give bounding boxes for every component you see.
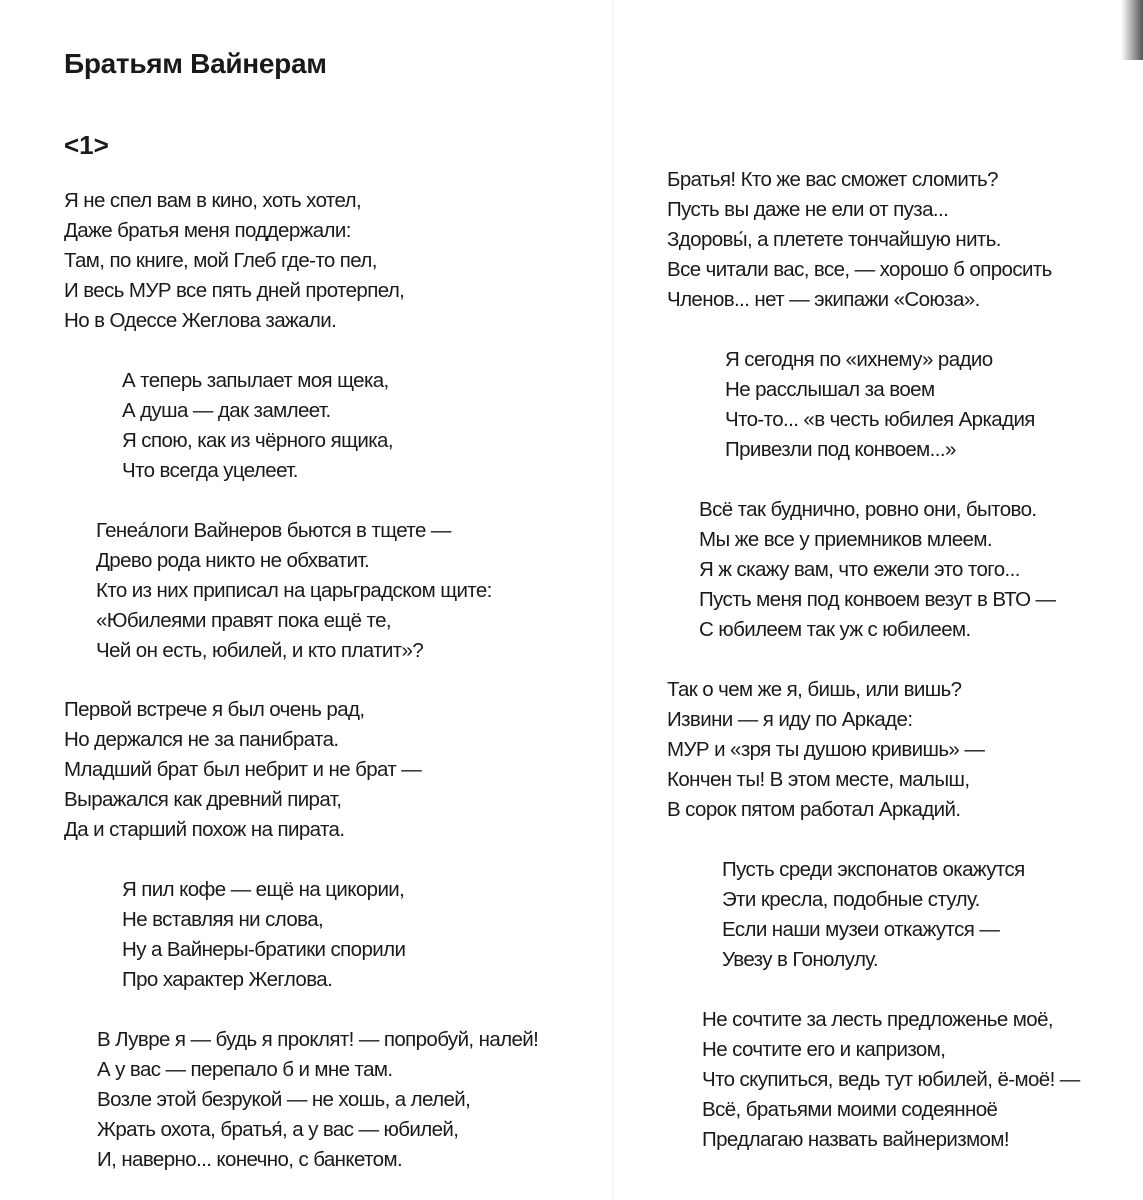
verse-line: Если наши музеи откажутся — — [722, 918, 1000, 941]
verse-line: Эти кресла, подобные стулу. — [722, 888, 980, 911]
verse-line: Даже братья меня поддержали: — [64, 219, 351, 242]
page-gutter — [612, 0, 614, 1200]
verse-line: Выражался как древний пират, — [64, 788, 342, 811]
verse-line: Предлагаю назвать вайнеризмом! — [702, 1128, 1009, 1151]
verse-line: Членов... нет — экипажи «Союза». — [667, 288, 980, 311]
verse-line: Извини — я иду по Аркаде: — [667, 708, 913, 731]
poem-title: Братьям Вайнерам — [64, 48, 327, 79]
verse-line: Всё так буднично, ровно они, бытово. — [699, 498, 1037, 521]
verse-line: Да и старший похож на пирата. — [64, 818, 345, 841]
verse-line: Мы же все у приемников млеем. — [699, 528, 992, 551]
verse-line: Я пил кофе — ещё на цикории, — [122, 878, 405, 901]
verse-line: Пусть меня под конвоем везут в ВТО — — [699, 588, 1056, 611]
stanza-1 — [64, 186, 404, 336]
verse-line: А теперь запылает моя щека, — [122, 369, 389, 392]
verse-line: Кончен ты! В этом месте, малыш, — [667, 768, 970, 791]
verse-line: Увезу в Гонолулу. — [722, 948, 879, 971]
stanza-2 — [122, 366, 393, 486]
verse-line: Что-то... «в честь юбилея Аркадия — [725, 408, 1035, 431]
verse-line: Так о чем же я, бишь, или вишь? — [667, 678, 962, 701]
verse-line: Не расслышал за воем — [725, 378, 935, 401]
verse-line: Ну а Вайнеры-братики спорили — [122, 938, 406, 961]
verse-line: Жрать охота, братья́, а у вас — юбилей, — [97, 1118, 459, 1141]
verse-line: Чей он есть, юбилей, и кто платит»? — [96, 639, 424, 662]
verse-line: Младший брат был небрит и не брат — — [64, 758, 422, 781]
stanza-5 — [122, 875, 405, 995]
verse-line: С юбилеем так уж с юбилеем. — [699, 618, 971, 641]
stanza-8 — [725, 345, 1035, 465]
verse-line: А душа — дак замлеет. — [122, 399, 331, 422]
verse-line: А у вас — перепало б и мне там. — [97, 1058, 393, 1081]
verse-line: Что всегда уцелеет. — [122, 459, 298, 482]
stanza-4 — [64, 695, 421, 845]
verse-line: Здоровы́, а плетете тончайшую нить. — [667, 228, 1001, 251]
stanza-6 — [97, 1025, 538, 1175]
stanza-9 — [699, 495, 1055, 645]
verse-line: Пусть вы даже не ели от пуза... — [667, 198, 949, 221]
stanza-12 — [702, 1005, 1080, 1155]
verse-line: Не сочтите за лесть предложенье моё, — [702, 1008, 1053, 1031]
verse-line: Братья! Кто же вас сможет сломить? — [667, 168, 998, 191]
verse-line: Про характер Жеглова. — [122, 968, 333, 991]
verse-line: Генеа́логи Вайнеров бьются в тщете — — [96, 519, 451, 542]
page-edge-shadow — [1121, 0, 1143, 60]
verse-line: МУР и «зря ты душою кривишь» — — [667, 738, 985, 761]
section-number: <1> — [64, 130, 109, 160]
verse-line: И, наверно... конечно, с банкетом. — [97, 1148, 403, 1171]
verse-line: Не вставляя ни слова, — [122, 908, 324, 931]
verse-line: В Лувре я — будь я проклят! — попробуй, налей! — [97, 1028, 539, 1051]
verse-line: Я сегодня по «ихнему» радио — [725, 348, 993, 371]
verse-line: В сорок пятом работал Аркадий. — [667, 798, 961, 821]
verse-line: Там, по книге, мой Глеб где-то пел, — [64, 249, 377, 272]
verse-line: Всё, братьями моими содеянноё — [702, 1098, 998, 1121]
stanza-10 — [667, 675, 984, 825]
verse-line: Не сочтите его и капризом, — [702, 1038, 946, 1061]
verse-line: Возле этой безрукой — не хошь, а лелей, — [97, 1088, 471, 1111]
stanza-3 — [96, 516, 492, 666]
verse-line: Я не спел вам в кино, хоть хотел, — [64, 189, 362, 212]
verse-line: Что скупиться, ведь тут юбилей, ё-моё! — — [702, 1068, 1080, 1091]
verse-line: Но в Одессе Жеглова зажали. — [64, 309, 337, 332]
stanza-7 — [667, 165, 1052, 315]
verse-line: Я спою, как из чёрного ящика, — [122, 429, 393, 452]
verse-line: «Юбилеями правят пока ещё те, — [96, 609, 391, 632]
stanza-11 — [722, 855, 1025, 975]
verse-line: Первой встрече я был очень рад, — [64, 698, 365, 721]
verse-line: Но держался не за панибрата. — [64, 728, 339, 751]
verse-line: Кто из них приписал на царьградском щите: — [96, 579, 492, 602]
verse-line: Древо рода никто не обхватит. — [96, 549, 370, 572]
verse-line: Пусть среди экспонатов окажутся — [722, 858, 1025, 881]
verse-line: Я ж скажу вам, что ежели это того... — [699, 558, 1020, 581]
verse-line: Привезли под конвоем...» — [725, 438, 956, 461]
verse-line: И весь МУР все пять дней протерпел, — [64, 279, 405, 302]
verse-line: Все читали вас, все, — хорошо б опросить — [667, 258, 1052, 281]
